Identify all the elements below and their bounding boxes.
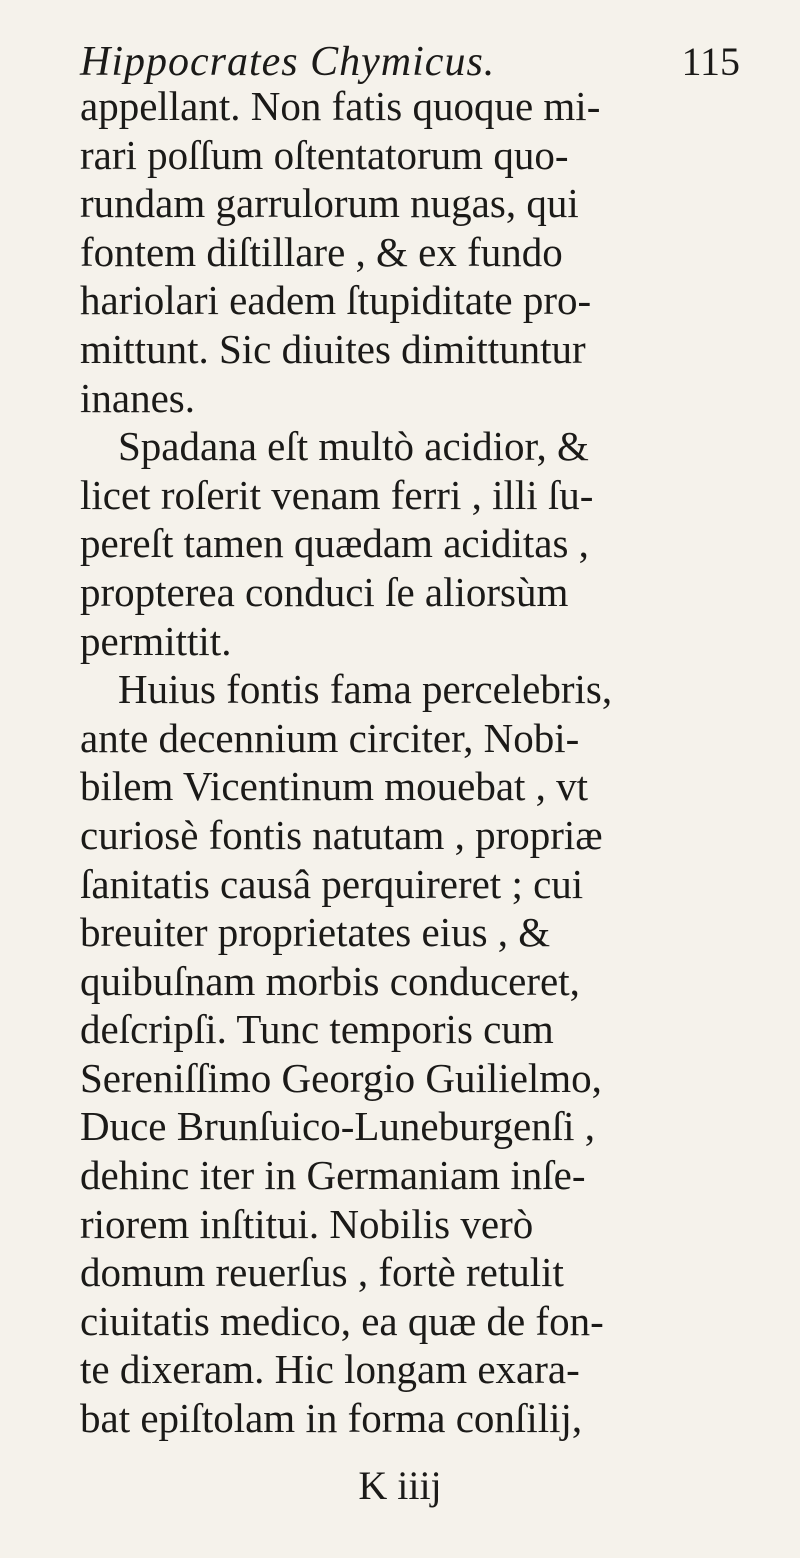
text-line: dehinc iter in Germaniam inſe- [80,1152,586,1199]
text-line: pereſt tamen quædam aciditas , [80,520,589,567]
text-line: hariolari eadem ſtupiditate pro- [80,277,592,324]
text-line: curiosè fontis natutam , propriæ [80,811,603,858]
text-line: ciuitatis medico, ea quæ de fon- [80,1297,604,1344]
text-line: breuiter proprietates eius , & [80,909,551,956]
running-title: Hippocrates Chymicus. [80,39,496,85]
text-line: licet roſerit venam ferri , illi ſu- [80,471,594,518]
signature-mark: K iiij [358,1463,442,1508]
text-line: domum reuerſus , fortè retulit [80,1249,564,1296]
text-line: permittit. [80,617,232,664]
text-line: quibuſnam morbis conduceret, [80,957,580,1004]
text-line: ſanitatis causâ perquireret ; cui [80,860,584,907]
text-line: Sereniſſimo Georgio Guilielmo, [80,1054,602,1101]
text-line: Duce Brunſuico-Luneburgenſi , [80,1103,596,1150]
page-number: 115 [681,39,740,84]
text-line: te dixeram. Hic longam exara- [80,1346,580,1393]
text-line: rundam garrulorum nugas, qui [80,180,579,227]
text-line: ante decennium circiter, Nobi- [80,714,580,761]
text-line: Huius fontis fama percelebris, [118,666,613,713]
text-line: fontem diſtillare , & ex fundo [80,228,563,275]
text-line: rari poſſum oſtentatorum quo- [80,131,569,178]
text-line: mittunt. Sic diuites dimittuntur [80,325,586,372]
text-line: inanes. [80,374,195,421]
text-line: bilem Vicentinum mouebat , vt [80,763,589,810]
text-line: propterea conduci ſe aliorsùm [80,568,569,615]
text-line: appellant. Non fatis quoque mi- [80,83,601,129]
body-text [80,82,750,1443]
text-line: bat epiſtolam in forma conſilij, [80,1395,583,1442]
text-line: riorem inſtitui. Nobilis verò [80,1200,534,1247]
text-line: Spadana eſt multò acidior, & [118,423,589,470]
text-line: deſcripſi. Tunc temporis cum [80,1006,554,1053]
